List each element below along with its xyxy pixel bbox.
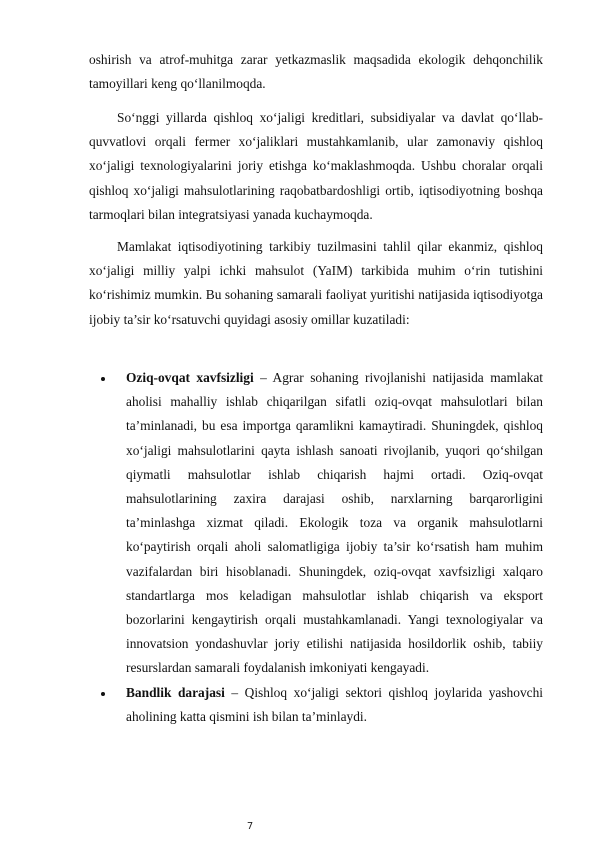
list-item-text: – Agrar sohaning rivojlanishi natijasida mamlakat aholisi mahalliy ishlab chiqarilgan sifatli oziq-ovqat mahsulotlari bilan ta’minlanadi, bu esa importga qaramlikni kamaytiradi. Shuningdek, qishloq xo‘jaligi mahsulotlarini qayta ishlash sanoati rivojlanib, yuqori qo‘shilgan qiymatli mahsulotlar ishlab chiqarish hajmi ortadi. Oziq-ovqat mahsulotlarining zaxira darajasi oshib, narxlarning barqarorligini ta’minlashga xizmat qiladi. Ekologik toza va organik mahsulotlarni ko‘paytirish orqali aholi salomatligiga ijobiy ta’sir ko‘rsatish ham muhim vazifalardan biri hisoblanadi. Shuningdek, oziq-ovqat xavfsizligi xalqaro standartlarga mos keladigan mahsulotlar ishlab chiqarish va eksport bozorlarini kengaytirish orqali mustahkamlanadi. Yangi texnologiyalar va innovatsion yondashuvlar joriy etilishi natijasida hosildorlik oshib, tabiiy resurslardan samarali foydalanish imkoniyati kengayadi.: [126, 370, 543, 676]
bullet-icon: [101, 692, 105, 696]
factors-list: [126, 366, 543, 729]
paragraph-subsidies: So‘nggi yillarda qishloq xo‘jaligi kreditlari, subsidiyalar va davlat qo‘llab-quvvatlovi orqali fermer xo‘jaliklari mustahkamlanib, ular zamonaviy qishloq xo‘jaligi texnologiyalarini joriy etishga ko‘maklashmoqda. Ushbu choralar orqali qishloq xo‘jaligi mahsulotlarining raqobatbardoshligi ortib, iqtisodiyotning boshqa tarmoqlari bilan integratsiyasi yanada kuchaymoqda.: [89, 110, 543, 222]
list-item-food-security: [126, 366, 543, 681]
paragraph-economy-structure: Mamlakat iqtisodiyotining tarkibiy tuzilmasini tahlil qilar ekanmiz, qishloq xo‘jaligi milliy yalpi ichki mahsulot (YaIM) tarkibida muhim o‘rin tutishini ko‘rishimiz mumkin. Bu sohaning samarali faoliyat yuritishi natijasida iqtisodiyotga ijobiy ta’sir ko‘rsatuvchi quyidagi asosiy omillar kuzatiladi:: [89, 239, 543, 327]
page-number: 7: [246, 821, 254, 832]
list-item-term: Oziq-ovqat xavfsizligi: [126, 370, 254, 385]
list-item-text: – Qishloq xo‘jaligi sektori qishloq joylarida yashovchi aholining katta qismini ish bilan ta’minlaydi.: [126, 684, 543, 724]
list-item-employment: [126, 681, 543, 729]
list-item-term: Bandlik darajasi: [126, 684, 225, 700]
bullet-icon: [101, 377, 105, 381]
paragraph-continuation: oshirish va atrof-muhitga zarar yetkazmaslik maqsadida ekologik dehqonchilik tamoyillari keng qo‘llanilmoqda.: [89, 52, 543, 92]
